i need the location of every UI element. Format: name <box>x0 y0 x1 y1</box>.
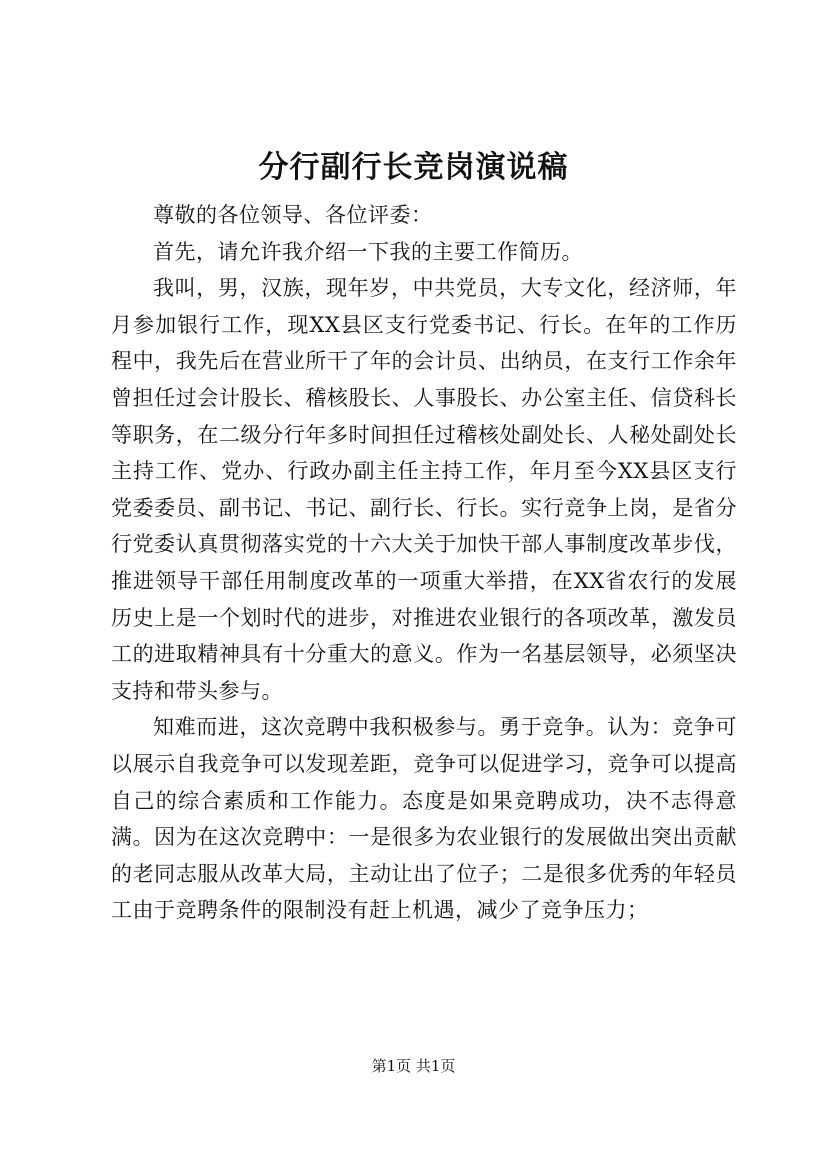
page-footer: 第1页 共1页 <box>371 1057 456 1075</box>
document-title: 分行副行长竞岗演说稿 <box>258 150 569 185</box>
paragraph-resume: 我叫，男，汉族，现年岁，中共党员，大专文化，经济师，年月参加银行工作，现XX县区支行党委书记、行长。在年的工作历程中，我先后在营业所干了年的会计员、出纳员，在支行工作余年曾担任过会计股长、稽核股长、人事股长、办公室主任、信贷科长等职务，在二级分行年多时间担任过稽核处副处长、人秘处副处长主持工作、党办、行政办副主任主持工作，年月至今XX县区支行党委委员、副书记、书记、副行长、行长。实行竞争上岗，是省分行党委认真贯彻落实党的十六大关于加快干部人事制度改革步伐，推进领导干部任用制度改革的一项重大举措，在XX省农行的发展历史上是一个划时代的进步，对推进农业银行的各项改革，激发员工的进取精神具有十分重大的意义。作为一名基层领导，必须坚决支持和带头参与。 <box>111 276 737 703</box>
paragraph-competition: 知难而进，这次竞聘中我积极参与。勇于竞争。认为：竞争可以展示自我竞争可以发现差距，竞争可以促进学习，竞争可以提高自己的综合素质和工作能力。态度是如果竞聘成功，决不志得意满。因为在这次竞聘中：一是很多为农业银行的发展做出突出贡献的老同志服从改革大局，主动让出了位子；二是很多优秀的年轻员工由于竞聘条件的限制没有赶上机遇，减少了竞争压力； <box>111 715 737 923</box>
paragraph-salutation: 尊敬的各位领导、各位评委： <box>153 203 433 227</box>
paragraph-intro: 首先，请允许我介绍一下我的主要工作简历。 <box>153 239 583 264</box>
document-body <box>111 197 737 929</box>
